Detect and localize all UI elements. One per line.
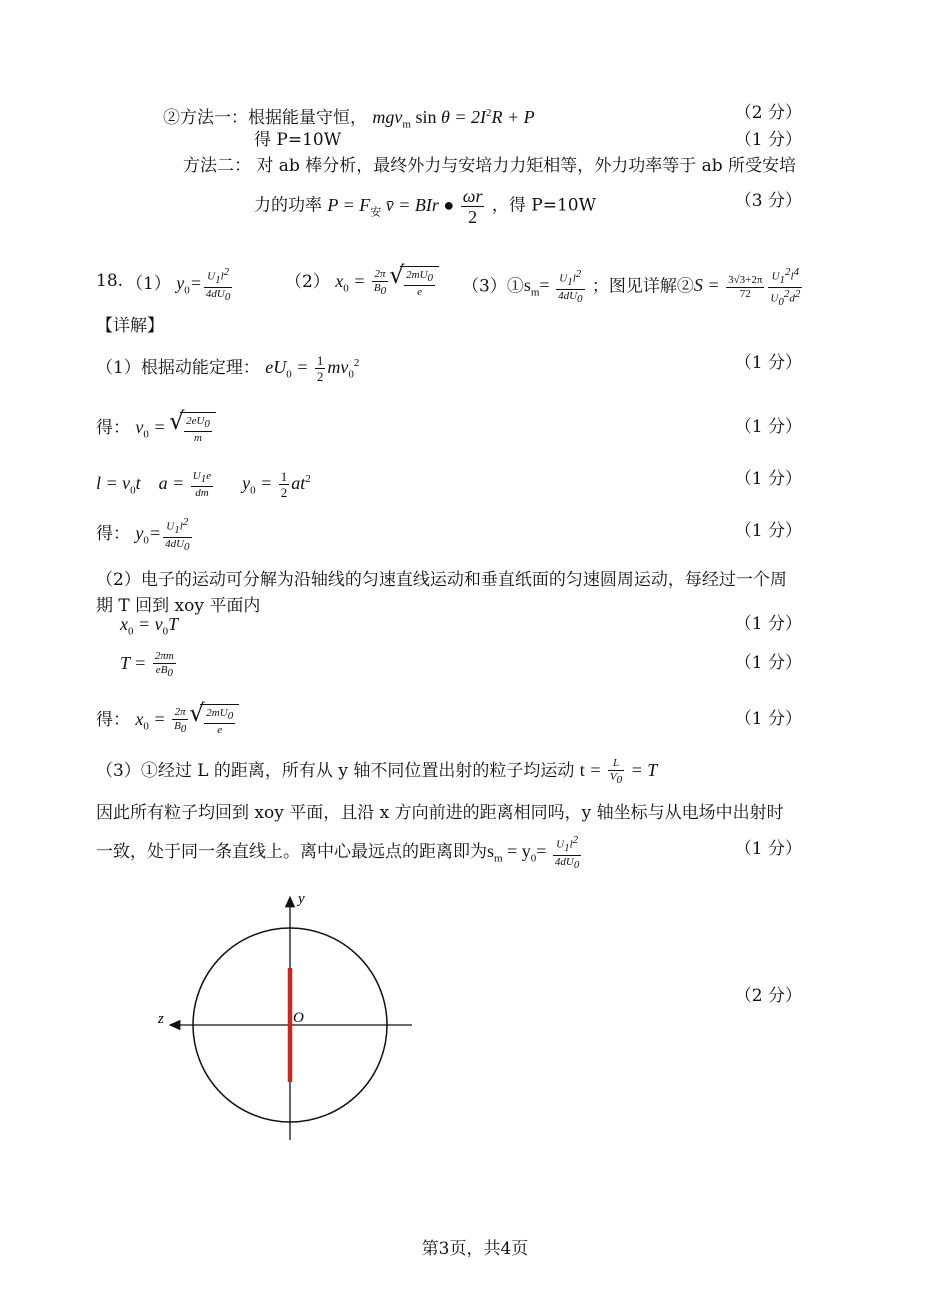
detail-title: 【详解】: [96, 316, 164, 336]
p3-line1: （3）①经过 L 的距离，所有从 y 轴不同位置出射的粒子均运动 t = $\frac{L}{V_0}$ = T: [96, 756, 658, 786]
circle-diagram: [150, 885, 430, 1145]
score: （3 分）: [734, 191, 802, 211]
method1-line: ②方法一：根据能量守恒， mgv$_m$ $\sin \theta = 2I^2R + P$ （2 分）: [0, 98, 950, 128]
v0-equation: $v_0$ = √ $\frac{2eU_0}{m}$: [135, 417, 215, 437]
motion-equations-line: [0, 464, 950, 501]
score: （1 分）: [734, 130, 802, 150]
answer-y0: $y_0=$ $\frac{U_1l^2}{4dU_0}$: [176, 266, 231, 304]
question-number: 18.: [96, 271, 124, 291]
score: （1 分）: [734, 653, 802, 673]
x0-result-equation: $x_0$ = $\frac{2\pi}{B_0}$ √ $\frac{2mU_0}{e}$: [135, 709, 239, 729]
sm-equation: $s_m = y_0=$ $\frac{U_1l^2}{4dU_0}$: [487, 834, 580, 872]
p2-line2: 期 T 回到 xoy 平面内: [96, 596, 261, 616]
p3-line2: 因此所有粒子均回到 xoy 平面，且沿 x 方向前进的距离相同吗，y 轴坐标与从电场中出射时: [96, 803, 784, 823]
answer-sm: $s_m=$ $\frac{U_1l^2}{4dU_0}$: [523, 268, 583, 306]
z-axis-label: z: [158, 1011, 164, 1027]
score: （1 分）: [734, 417, 802, 437]
page-footer: 第3页，共4页: [421, 1239, 529, 1259]
figure-score-line: [0, 981, 950, 1011]
motion-equations: $l = v_0t$ a = $\frac{U_1e}{dm}$ $y_0$ = $\frac{1}{2}$ $at^2$: [96, 469, 311, 501]
method2-line1: 方法二： 对 ab 棒分析，最终外力与安培力力矩相等，外力功率等于 ab 所受安培: [183, 156, 797, 176]
T-line: [0, 648, 950, 678]
x0b-line: 得： $x_0$ = $\frac{2\pi}{B_0}$ √ $\frac{2mU_0}{e}$ （1 分）: [0, 704, 950, 734]
power-equation: $P = F_安$ v̄ = BIr ● $\frac{\omega r}{2}$: [327, 186, 483, 227]
energy-equation: mgv$_m$ $\sin \theta = 2I^2R + P$: [372, 107, 535, 131]
p3-line3: 一致，处于同一条直线上。离中心最远点的距离即为$s_m = y_0=$ $\frac{U_1l^2}{4dU_0}$ （1 分）: [96, 834, 802, 872]
score: （1 分）: [734, 839, 802, 859]
p2-line1: （2）电子的运动可分解为沿轴线的匀速直线运动和垂直纸面的匀速圆周运动，每经过一个周: [96, 570, 787, 590]
y0-equation: $y_0=$ $\frac{U_1l^2}{4dU_0}$: [135, 516, 190, 554]
score: （1 分）: [734, 353, 802, 373]
score: （1 分）: [734, 709, 802, 729]
score: （1 分）: [734, 614, 802, 634]
time-equation: t = $\frac{L}{V_0}$ = T: [579, 756, 658, 786]
x0-line: [0, 609, 950, 639]
x0-equation: $x_0 = v_0T$: [120, 614, 179, 638]
kinetic-energy-equation: $eU_0$ = $\frac{1}{2}$ $mv_0^2$: [265, 353, 360, 385]
p1-line: （1）根据动能定理： $eU_0$ = $\frac{1}{2}$ $mv_0^2$ （1 分）: [0, 348, 950, 378]
q18-answers: 18. （1） $y_0=$ $\frac{U_1l^2}{4dU_0}$ （2） $x_0$ = $\frac{2\pi}{B_0}$ √ $\frac{2mU_0}{e}$ $(3)①s_m=$ $\frac{U_1l^2}{4dU_0}$ ；图见详解②S = $\frac{3√3+2\pi}{72}$ $\frac{U_1^2l^4}{U_0^2d^2}$: [0, 266, 950, 296]
answer-area: S = $\frac{3√3+2\pi}{72}$ $\frac{U_1^2l^4}{U_0^2d^2}$: [693, 266, 801, 308]
period-equation: T = $\frac{2\pi m}{eB_0}$: [120, 649, 174, 679]
result1-line: 得 P=10W （1 分）: [0, 125, 950, 155]
score: （2 分）: [734, 103, 802, 123]
score: （1 分）: [734, 469, 802, 489]
detail-title-line: [0, 311, 950, 341]
y-axis-label: y: [298, 891, 305, 907]
origin-label: O: [293, 1010, 304, 1026]
score: （2 分）: [734, 986, 802, 1006]
score: （1 分）: [734, 521, 802, 541]
v0-line: 得： $v_0$ = √ $\frac{2eU_0}{m}$ （1 分）: [0, 412, 950, 442]
y0-line: 得： $y_0=$ $\frac{U_1l^2}{4dU_0}$ （1 分）: [96, 516, 802, 554]
answer-x0: $x_0$ = $\frac{2\pi}{B_0}$ √ $\frac{2mU_0}{e}$: [335, 271, 439, 291]
method2-line2: 力的功率 $P = F_安$ v̄ = BIr ● $\frac{\omega r}{2}$ ，得 P=10W （3 分）: [254, 186, 802, 227]
